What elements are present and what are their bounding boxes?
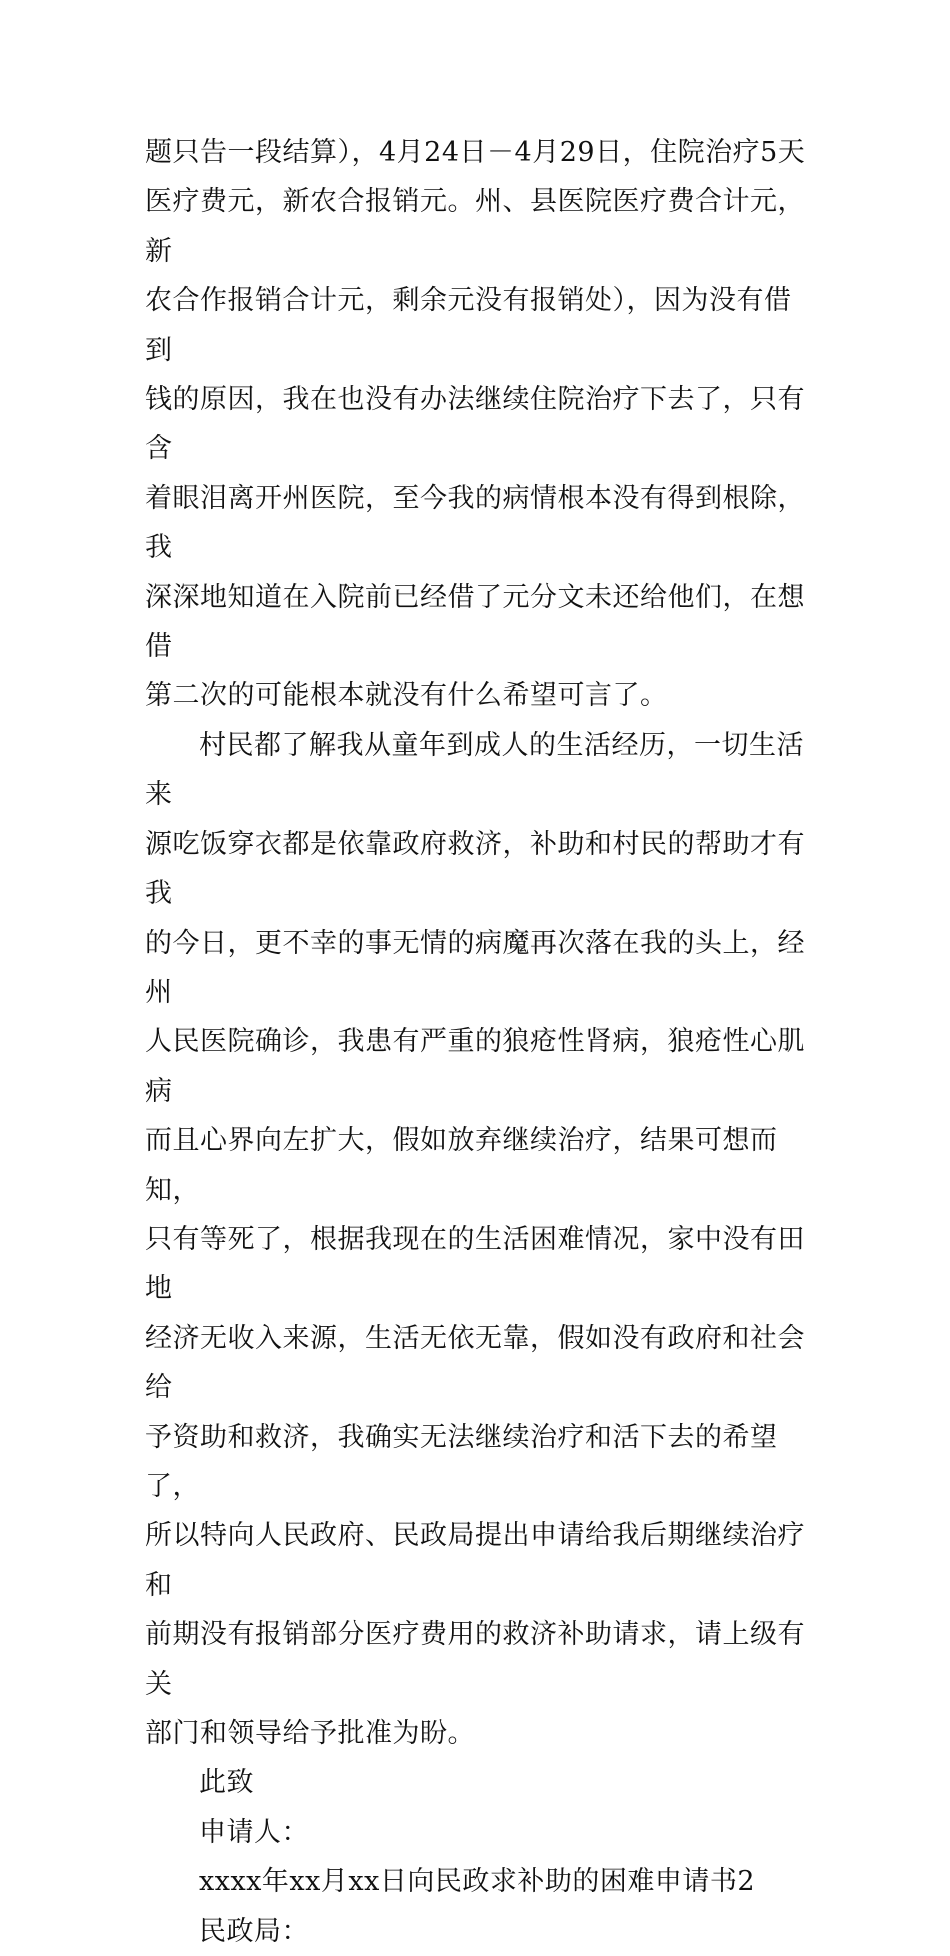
paragraph-hospital-costs: 题只告一段结算），4月24日－4月29日，住院治疗5天 医疗费元，新农合报销元。州、县医院医疗费合计元，新 农合作报销合计元，剩余元没有报销处），因为没有借到 钱的原因，我在也没有办法继续住院治疗下去了，只有含 着眼泪离开州医院，至今我的病情根本没有得到根除，我 深深地知道在入院前已经借了元分文未还给他们，在想借 第二次的可能根本就没有什么希望可言了。	[145, 137, 806, 712]
applicant-label: 申请人：	[199, 1816, 309, 1848]
recipient-salutation: 民政局：	[199, 1915, 309, 1947]
paragraph-living-hardship: 村民都了解我从童年到成人的生活经历，一切生活来 源吃饭穿衣都是依靠政府救济，补助和村民的帮助才有我 的今日，更不幸的事无情的病魔再次落在我的头上，经州 人民医院确诊，我患有严重的狼疮性肾病，狼疮性心肌病 而且心界向左扩大，假如放弃继续治疗，结果可想而知， 只有等死了，根据我现在的生活困难情况，家中没有田地 经济无收入来源，生活无依无靠，假如没有政府和社会给 予资助和救济，我确实无法继续治疗和活下去的希望了， 所以特向人民政府、民政局提出申请给我后期继续治疗和 前期没有报销部分医疗费用的救济补助请求，请上级有关 部门和领导给予批准为盼。	[145, 729, 805, 1749]
document-body	[145, 128, 810, 1956]
closing-salutation: 此致	[199, 1767, 254, 1799]
date-and-next-title: xxxx年xx月xx日向民政求补助的困难申请书2	[199, 1866, 755, 1898]
